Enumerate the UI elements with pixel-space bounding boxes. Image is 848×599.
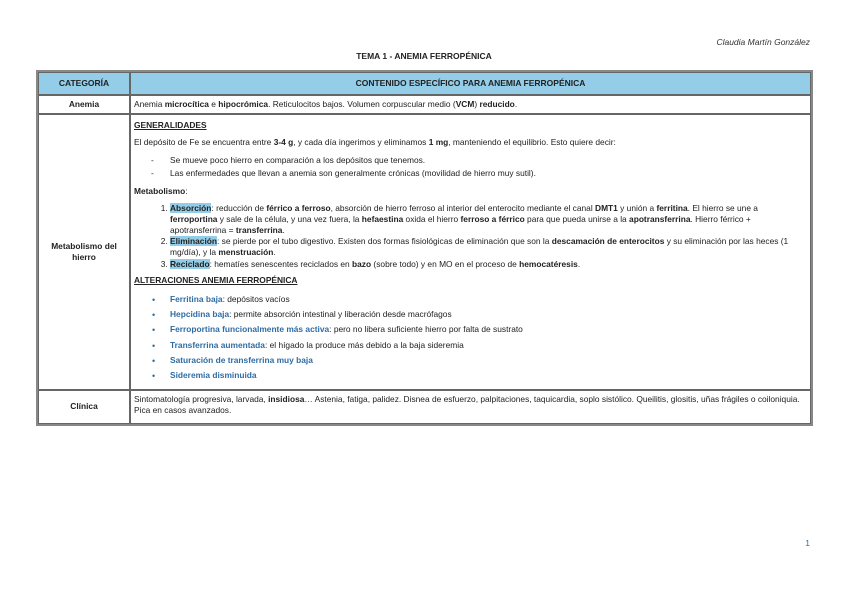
section-generalidades: GENERALIDADES bbox=[134, 119, 207, 130]
list-item bbox=[151, 338, 807, 353]
text: . bbox=[514, 99, 518, 109]
bold-term: DMT1 bbox=[595, 202, 618, 213]
text: : reducción de bbox=[211, 202, 267, 213]
bold-term: ferroso a férrico bbox=[460, 213, 525, 224]
list-item-eliminacion bbox=[170, 236, 807, 258]
table-row-metabolismo bbox=[38, 114, 811, 390]
text: : hematíes senescentes reciclados en bbox=[209, 259, 353, 270]
list-item bbox=[151, 292, 807, 307]
bold-term: menstruación bbox=[218, 247, 274, 258]
bold-term: ferritina bbox=[656, 202, 688, 213]
content-clinica bbox=[130, 390, 811, 424]
bold-term: Sideremia disminuida bbox=[170, 369, 257, 380]
highlight-term: Eliminación bbox=[170, 236, 218, 247]
text: : bbox=[185, 185, 188, 196]
header-category: CATEGORÍA bbox=[38, 72, 130, 95]
bold-term: Ferroportina funcionalmente más activa bbox=[170, 324, 330, 335]
deposito-paragraph bbox=[134, 137, 807, 148]
text: , absorción de hierro ferroso al interior del enterocito mediante el canal bbox=[330, 202, 596, 213]
author-name: Claudia Martín González bbox=[716, 37, 810, 47]
text: ) bbox=[474, 99, 480, 109]
content-anemia bbox=[130, 95, 811, 114]
category-metabolismo: Metabolismo del hierro bbox=[38, 114, 130, 390]
bold-term: férrico a ferroso bbox=[266, 202, 331, 213]
bold-term: descamación de enterocitos bbox=[551, 236, 665, 247]
text: : el hígado la produce más debido a la baja sideremia bbox=[264, 339, 464, 350]
metabolismo-list bbox=[134, 203, 807, 271]
text: . Reticulocitos bajos. Volumen corpuscular medio ( bbox=[268, 99, 456, 109]
bold-term: transferrina bbox=[235, 224, 283, 235]
text: : depósitos vacíos bbox=[222, 294, 290, 305]
list-item-absorcion bbox=[170, 203, 807, 236]
list-item bbox=[151, 322, 807, 337]
text: oxida el hierro bbox=[403, 213, 461, 224]
table-row-clinica bbox=[38, 390, 811, 424]
section-alteraciones: ALTERACIONES ANEMIA FERROPÉNICA bbox=[134, 275, 298, 286]
text: para que pueda unirse a la bbox=[524, 213, 630, 224]
bold-term: VCM bbox=[455, 99, 475, 109]
bold-term: insidiosa bbox=[268, 393, 305, 404]
text: . bbox=[282, 224, 285, 235]
category-anemia: Anemia bbox=[38, 95, 130, 114]
bold-term: 1 mg bbox=[428, 136, 449, 147]
text: (sobre todo) y en MO en el proceso de bbox=[371, 259, 520, 270]
alteraciones-list bbox=[134, 292, 807, 383]
text: : permite absorción intestinal y liberación desde macrófagos bbox=[229, 309, 452, 320]
list-item bbox=[151, 353, 807, 368]
header-content: CONTENIDO ESPECÍFICO PARA ANEMIA FERROPÉNICA bbox=[130, 72, 811, 95]
document-title: TEMA 1 - ANEMIA FERROPÉNICA bbox=[356, 51, 492, 61]
text: . bbox=[273, 247, 276, 258]
bold-term: bazo bbox=[352, 259, 372, 270]
bold-term: Metabolismo bbox=[134, 185, 186, 196]
bold-term: hefaestina bbox=[361, 213, 404, 224]
text: . El hierro se une a bbox=[687, 202, 758, 213]
text: , y cada día ingerimos y eliminamos bbox=[293, 136, 429, 147]
highlight-term: Reciclado bbox=[170, 259, 210, 270]
list-item: - Se mueve poco hierro en comparación a los depósitos que tenemos. bbox=[151, 154, 807, 167]
dash-list bbox=[134, 154, 807, 180]
text: Anemia bbox=[134, 99, 165, 109]
text: . bbox=[577, 259, 581, 270]
list-item: - Las enfermedades que llevan a anemia son generalmente crónicas (movilidad de hierro muy sutil). bbox=[151, 167, 807, 180]
bold-term: ferroportina bbox=[170, 213, 218, 224]
bold-term: hemocatéresis bbox=[519, 259, 578, 270]
table-header-row bbox=[38, 72, 811, 95]
text: El depósito de Fe se encuentra entre bbox=[134, 136, 274, 147]
text: e bbox=[208, 99, 219, 109]
list-item bbox=[151, 368, 807, 383]
bold-term: microcítica bbox=[164, 99, 209, 109]
bold-term: Hepcidina baja bbox=[170, 309, 230, 320]
text: : pero no libera suficiente hierro por falta de sustrato bbox=[329, 324, 523, 335]
text: … Astenia, fatiga, palidez. Disnea de esfuerzo, palpitaciones, taquicardia, soplo sistólico. Queilitis, glositis, uñas frágiles o coiloniquia. Pica en casos avanzados. bbox=[134, 393, 800, 415]
content-table bbox=[36, 70, 813, 426]
text: y su eliminación por las heces (1 mg/día), y la bbox=[170, 236, 789, 258]
text: Sintomatología progresiva, larvada, bbox=[134, 393, 269, 404]
content-metabolismo bbox=[130, 114, 811, 390]
bold-term: apotransferrina bbox=[629, 213, 691, 224]
text: y sale de la célula, y una vez fuera, la bbox=[217, 213, 362, 224]
text: . Hierro férrico + apotransferrina = bbox=[170, 213, 751, 235]
text: , manteniendo el equilibrio. Esto quiere decir: bbox=[448, 136, 616, 147]
bold-term: 3-4 g bbox=[273, 136, 294, 147]
page-number: 1 bbox=[805, 538, 810, 548]
list-item bbox=[151, 307, 807, 322]
bold-term: Transferrina aumentada bbox=[170, 339, 265, 350]
bold-term: Ferritina baja bbox=[170, 294, 223, 305]
list-item-reciclado bbox=[170, 259, 807, 270]
text: : se pierde por el tubo digestivo. Existen dos formas fisiológicas de eliminación que son la bbox=[217, 236, 552, 247]
text: y unión a bbox=[617, 202, 657, 213]
bold-term: reducido bbox=[479, 99, 515, 109]
category-clinica: Clínica bbox=[38, 390, 130, 424]
bold-term: hipocrómica bbox=[218, 99, 269, 109]
table-row-anemia bbox=[38, 95, 811, 114]
metabolismo-heading bbox=[134, 186, 807, 197]
highlight-term: Absorción bbox=[170, 202, 212, 213]
bold-term: Saturación de transferrina muy baja bbox=[170, 354, 313, 365]
